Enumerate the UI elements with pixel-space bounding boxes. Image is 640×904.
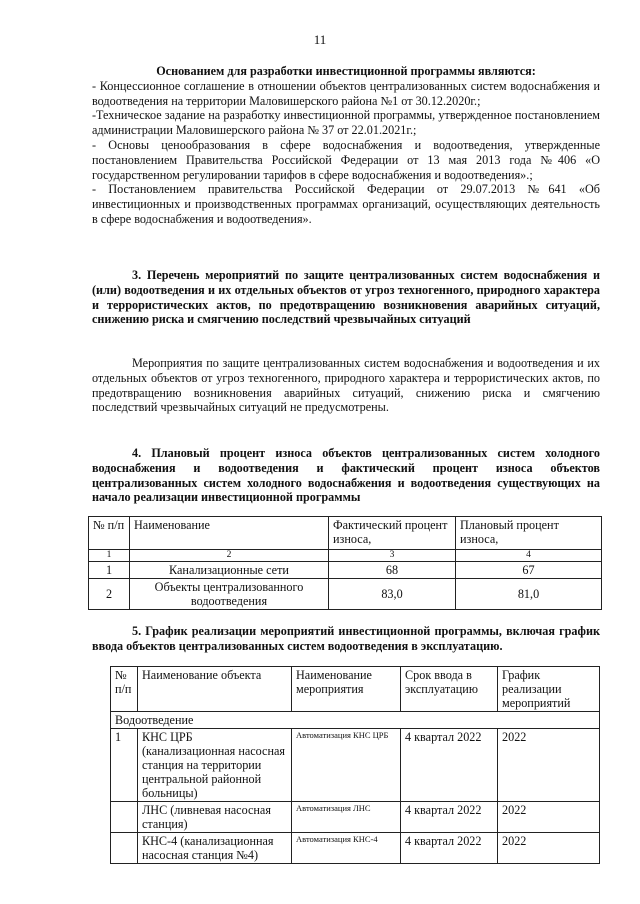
table-header-row [111,667,600,712]
table-row: ЛНС (ливневая насосная станция) Автоматизация ЛНС 4 квартал 2022 2022 [111,802,600,833]
basis-item: -Техническое задание на разработку инвестиционной программы, утвержденное постановлением администрации Маловишерского района № 37 от 22.01.2021г.; [92,108,600,138]
table-row: 1 КНС ЦРБ (канализационная насосная станция на территории центральной районной больницы) Автоматизация КНС ЦРБ 4 квартал 2022 2022 [111,729,600,802]
header-cell: № п/п [111,667,138,712]
section5-heading: 5. График реализации мероприятий инвестиционной программы, включая график ввода объектов централизованных систем водоотведения в эксплуатацию. [92,624,600,653]
basis-title: Основанием для разработки инвестиционной программы являются: [156,64,536,78]
group-row: Водоотведение [111,712,600,729]
basis-item: - Постановлением правительства Российской Федерации от 29.07.2013 №641 «Об инвестиционных и производственных программах организаций, осуществляющих деятельность в сфере водоснабжения и водоотведения». [92,182,600,226]
header-cell: № п/п [89,517,130,550]
table-header-row [89,517,602,550]
basis-item: - Концессионное соглашение в отношении объектов централизованных систем водоснабжения и водоотведения на территории Маловишерского района №1 от 30.12.2020г.; [92,78,600,108]
basis-item: - Основы ценообразования в сфере водоснабжения и водоотведения, утвержденные постановлением Правительства Российской Федерации от 13 мая 2013 года №406 «О государственном регулировании тарифов в сфере водоснабжения и водоотведения».; [92,137,600,182]
section3-heading: 3. Перечень мероприятий по защите централизованных систем водоснабжения и (или) водоотведения и их отдельных объектов от угроз техногенного, природного характера и террористических актов, по предотвращению возникновения аварийных ситуаций, снижению риска и смягчению последствий чрезвычайных ситуаций [92,268,600,327]
header-cell: График реализации мероприятий [498,667,600,712]
header-cell: Плановый процент износа, [456,517,602,550]
header-cell: Срок ввода в эксплуатацию [401,667,498,712]
page-number: 11 [313,32,327,47]
table-row: 2 Объекты централизованного водоотведения 83,0 81,0 [89,579,602,610]
table-row: КНС-4 (канализационная насосная станция №4) Автоматизация КНС-4 4 квартал 2022 2022 [111,833,600,864]
section4-heading: 4. Плановый процент износа объектов централизованных систем холодного водоснабжения и водоотведения и фактический процент износа объектов централизованных систем холодного водоснабжения и водоотведения существующих на начало реализации инвестиционной программы [92,446,600,505]
section3-text: Мероприятия по защите централизованных систем водоснабжения и водоотведения и их отдельных объектов от угроз техногенного, природного характера и террористических актов, по предотвращению возникновения аварийных ситуаций, снижению риска и смягчению последствий чрезвычайных ситуаций не предусмотрены. [92,356,600,415]
basis-section [92,64,600,227]
header-cell: Наименование мероприятия [292,667,401,712]
schedule-table [110,666,600,864]
index-row: 1 2 3 4 [89,550,602,562]
wear-table [88,516,602,610]
header-cell: Фактический процент износа, [329,517,456,550]
header-cell: Наименование объекта [138,667,292,712]
table-row: 1 Канализационные сети 68 67 [89,562,602,579]
header-cell: Наименование [130,517,329,550]
